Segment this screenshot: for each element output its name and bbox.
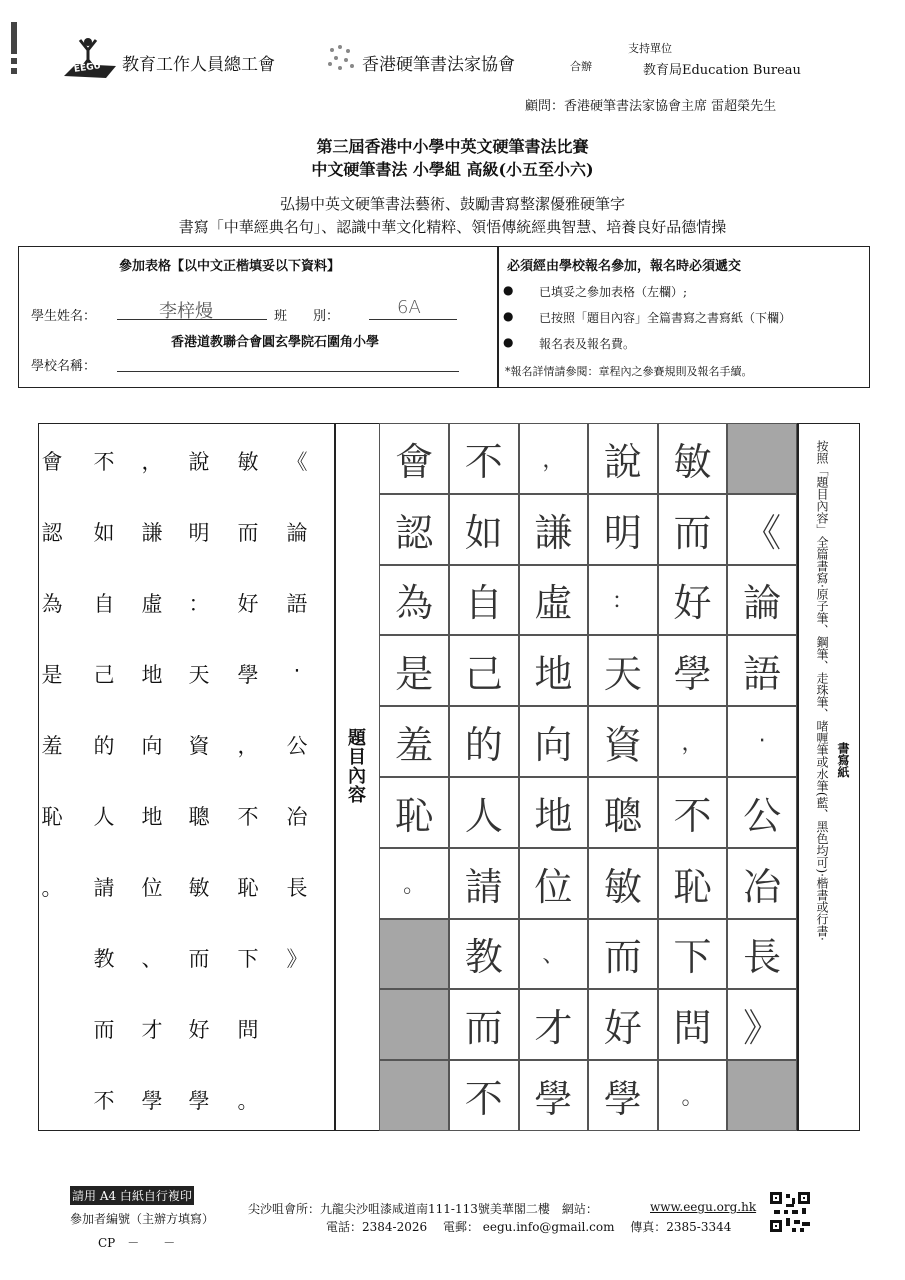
reference-char: 學 (141, 1089, 163, 1113)
reference-char: 的 (93, 734, 115, 758)
slogan-line2: 書寫「中華經典名句」、認識中華文化精粹、領悟傳統經典智慧、培養良好品德情操 (178, 218, 727, 236)
entry-form (18, 246, 870, 388)
class-label: 班 別： (274, 309, 340, 324)
writing-cell[interactable]: 長 (727, 919, 797, 990)
writing-cell[interactable]: 不 (449, 423, 519, 494)
writing-cell[interactable]: 教 (449, 919, 519, 990)
writing-cell[interactable]: 地 (519, 777, 589, 848)
advisor: 顧問：香港硬筆書法家協會主席 雷超榮先生 (525, 99, 777, 114)
reference-char: 不 (93, 1089, 115, 1113)
support-label: 支持單位 (628, 42, 672, 55)
writing-cell[interactable]: 自 (449, 565, 519, 636)
writing-cell[interactable]: 如 (449, 494, 519, 565)
bullet: ● (503, 283, 514, 297)
participant-number-label: 參加者編號（主辦方填寫） (70, 1212, 215, 1226)
topic-content-label: 題目內容 (345, 728, 366, 804)
writing-cell[interactable]: 天 (588, 635, 658, 706)
writing-cell[interactable]: 恥 (658, 848, 728, 919)
reference-char: 地 (141, 805, 163, 829)
reference-char: 會 (41, 450, 63, 474)
writing-cell[interactable]: 學 (658, 635, 728, 706)
shaded-cell[interactable] (379, 1060, 449, 1131)
shaded-cell[interactable] (379, 989, 449, 1060)
reference-char: 長 (286, 876, 308, 900)
reference-char: 認 (41, 521, 63, 545)
reference-char: 學 (237, 663, 259, 687)
writing-paper-label: 書寫紙 (836, 742, 850, 778)
writing-grid[interactable] (379, 423, 797, 1131)
writing-cell[interactable]: 好 (658, 565, 728, 636)
reference-char: 》 (286, 947, 308, 971)
reference-char: 虛 (141, 592, 163, 616)
reference-char: 恥 (237, 876, 259, 900)
reference-char: 自 (93, 592, 115, 616)
writing-cell[interactable]: 謙 (519, 494, 589, 565)
shaded-cell[interactable] (727, 1060, 797, 1131)
margin-mark (11, 22, 17, 54)
eegu-logo (62, 36, 118, 80)
reference-char: 好 (237, 592, 259, 616)
writing-cell[interactable]: 論 (727, 565, 797, 636)
writing-cell[interactable]: 冶 (727, 848, 797, 919)
writing-cell[interactable]: 說 (588, 423, 658, 494)
writing-cell[interactable]: 不 (449, 1060, 519, 1131)
reference-char: 而 (188, 947, 210, 971)
reference-char: 好 (188, 1018, 210, 1042)
school-name-value[interactable]: 香港道教聯合會圓玄學院石圍角小學 (171, 335, 380, 350)
reference-char: 《 (286, 450, 308, 474)
reference-char: 地 (141, 663, 163, 687)
reference-char: 。 (41, 876, 63, 900)
reference-char: 是 (41, 663, 63, 687)
writing-cell[interactable]: ‧ (727, 706, 797, 777)
reference-char: 學 (188, 1089, 210, 1113)
reference-char: 問 (237, 1018, 259, 1042)
reference-char: 為 (41, 592, 63, 616)
writing-cell[interactable]: 、 (519, 919, 589, 990)
reference-char: 不 (93, 450, 115, 474)
reference-char: 語 (286, 592, 308, 616)
writing-cell[interactable]: 而 (449, 989, 519, 1060)
writing-cell[interactable]: 虛 (519, 565, 589, 636)
reference-char: 請 (93, 876, 115, 900)
logo-text: EEGU (73, 61, 102, 75)
footer-website[interactable]: www.eegu.org.hk (650, 1200, 757, 1214)
writing-cell[interactable]: 向 (519, 706, 589, 777)
support-org: 教育局Education Bureau (643, 63, 801, 78)
writing-cell[interactable]: 公 (727, 777, 797, 848)
writing-cell[interactable]: 敏 (658, 423, 728, 494)
reference-char: 己 (93, 663, 115, 687)
shaded-cell[interactable] (727, 423, 797, 494)
writing-cell[interactable]: 學 (588, 1060, 658, 1131)
margin-mark (11, 68, 17, 74)
student-name-label: 學生姓名： (31, 309, 97, 324)
reference-char: ‧ (293, 659, 301, 683)
reference-char: 教 (93, 947, 115, 971)
title-line1: 第三屆香港中小學中英文硬筆書法比賽 (316, 137, 589, 156)
slogan-line1: 弘揚中英文硬筆書法藝術、鼓勵書寫整潔優雅硬筆字 (279, 195, 625, 213)
title-line2: 中文硬筆書法 小學組 高級(小五至小六) (311, 160, 594, 179)
reference-char: 資 (188, 734, 210, 758)
writing-cell[interactable]: 是 (379, 635, 449, 706)
reference-char: 位 (141, 876, 163, 900)
writing-cell[interactable]: 。 (379, 848, 449, 919)
footer-address: 尖沙咀會所：九龍尖沙咀漆咸道南111-113號美華閣二樓 網站： (248, 1202, 598, 1216)
writing-instructions: 按照「題目內容」全篇書寫‧原子筆、鋼筆、走珠筆、啫喱筆或水筆(藍、黑色均可)‧楷書或行書‧ (815, 440, 829, 941)
writing-cell[interactable]: 好 (588, 989, 658, 1060)
reference-char: 人 (93, 805, 115, 829)
reference-char: 羞 (41, 734, 63, 758)
requirement-item: 報名表及報名費。 (539, 337, 636, 351)
org1: 教育工作人員總工會 (122, 55, 275, 75)
writing-cell[interactable]: 為 (379, 565, 449, 636)
writing-cell[interactable]: 請 (449, 848, 519, 919)
writing-cell[interactable]: 下 (658, 919, 728, 990)
writing-cell[interactable]: 。 (658, 1060, 728, 1131)
reference-char: 說 (188, 450, 210, 474)
participant-number[interactable]: CP － － (98, 1236, 176, 1250)
association-logo (324, 42, 358, 72)
reference-char: 如 (93, 521, 115, 545)
writing-cell[interactable]: 學 (519, 1060, 589, 1131)
writing-cell[interactable]: 《 (727, 494, 797, 565)
writing-cell[interactable]: 問 (658, 989, 728, 1060)
co-organize-label: 合辦 (570, 60, 592, 73)
reference-char: 。 (237, 1089, 259, 1113)
reference-char: 敏 (237, 450, 259, 474)
reference-char: 不 (237, 805, 259, 829)
reference-char: ， (237, 734, 259, 758)
writing-cell[interactable]: 才 (519, 989, 589, 1060)
reference-char: 冶 (286, 805, 308, 829)
qr-code-icon (768, 1190, 812, 1234)
writing-cell[interactable]: 恥 (379, 777, 449, 848)
reference-char: 敏 (188, 876, 210, 900)
writing-cell[interactable]: 人 (449, 777, 519, 848)
form-right-heading: 必須經由學校報名參加，報名時必須遞交 (507, 259, 742, 274)
class-line (369, 319, 457, 320)
writing-cell[interactable]: 敏 (588, 848, 658, 919)
reference-char: 恥 (41, 805, 63, 829)
reference-char: 論 (286, 521, 308, 545)
writing-cell[interactable]: 聰 (588, 777, 658, 848)
frame-divider (797, 423, 799, 1131)
writing-cell[interactable]: 認 (379, 494, 449, 565)
reference-char: 聰 (188, 805, 210, 829)
writing-cell[interactable]: 位 (519, 848, 589, 919)
reference-char: 明 (188, 521, 210, 545)
margin-mark (11, 58, 17, 64)
reference-char: 才 (141, 1018, 163, 1042)
frame-divider (334, 423, 336, 1131)
writing-cell[interactable]: 語 (727, 635, 797, 706)
writing-cell[interactable]: 明 (588, 494, 658, 565)
requirement-item: 已填妥之參加表格（左欄）; (539, 285, 688, 299)
reference-char: 而 (93, 1018, 115, 1042)
form-divider (497, 247, 499, 387)
school-name-line (117, 371, 459, 372)
reference-char: 而 (237, 521, 259, 545)
writing-cell[interactable]: 不 (658, 777, 728, 848)
org2: 香港硬筆書法家協會 (362, 55, 515, 75)
school-name-label: 學校名稱： (31, 359, 97, 374)
form-left-heading: 參加表格【以中文正楷填妥以下資料】 (119, 259, 341, 274)
reference-char: ， (141, 450, 163, 474)
writing-cell[interactable]: 而 (588, 919, 658, 990)
writing-cell[interactable]: 資 (588, 706, 658, 777)
shaded-cell[interactable] (379, 919, 449, 990)
writing-cell[interactable]: 羞 (379, 706, 449, 777)
bullet: ● (503, 335, 514, 349)
reference-char: 、 (141, 947, 163, 971)
writing-cell[interactable]: 己 (449, 635, 519, 706)
writing-cell[interactable]: ， (658, 706, 728, 777)
class-value[interactable]: 6A (397, 297, 421, 318)
footer-contact: 電話：2384-2026 電郵： eegu.info@gmail.com 傳真：2385-3344 (326, 1220, 732, 1234)
form-note: *報名詳情請參閱：章程內之參賽規則及報名手續。 (505, 365, 753, 378)
writing-cell[interactable]: 地 (519, 635, 589, 706)
writing-cell[interactable]: 會 (379, 423, 449, 494)
writing-cell[interactable]: 的 (449, 706, 519, 777)
reference-char: 謙 (141, 521, 163, 545)
reference-char: 下 (237, 947, 259, 971)
reference-char: 公 (286, 734, 308, 758)
requirement-item: 已按照「題目內容」全篇書寫之書寫紙（下欄） (539, 311, 792, 325)
reference-char: 向 (141, 734, 163, 758)
reference-char: ： (188, 592, 210, 616)
bullet: ● (503, 309, 514, 323)
writing-cell[interactable]: 而 (658, 494, 728, 565)
writing-cell[interactable]: 》 (727, 989, 797, 1060)
writing-cell[interactable]: ： (588, 565, 658, 636)
reference-char: 天 (188, 663, 210, 687)
print-note: 請用 A4 白紙自行複印 (70, 1186, 194, 1205)
writing-cell[interactable]: ， (519, 423, 589, 494)
student-name-value[interactable]: 李梓熳 (159, 301, 213, 322)
